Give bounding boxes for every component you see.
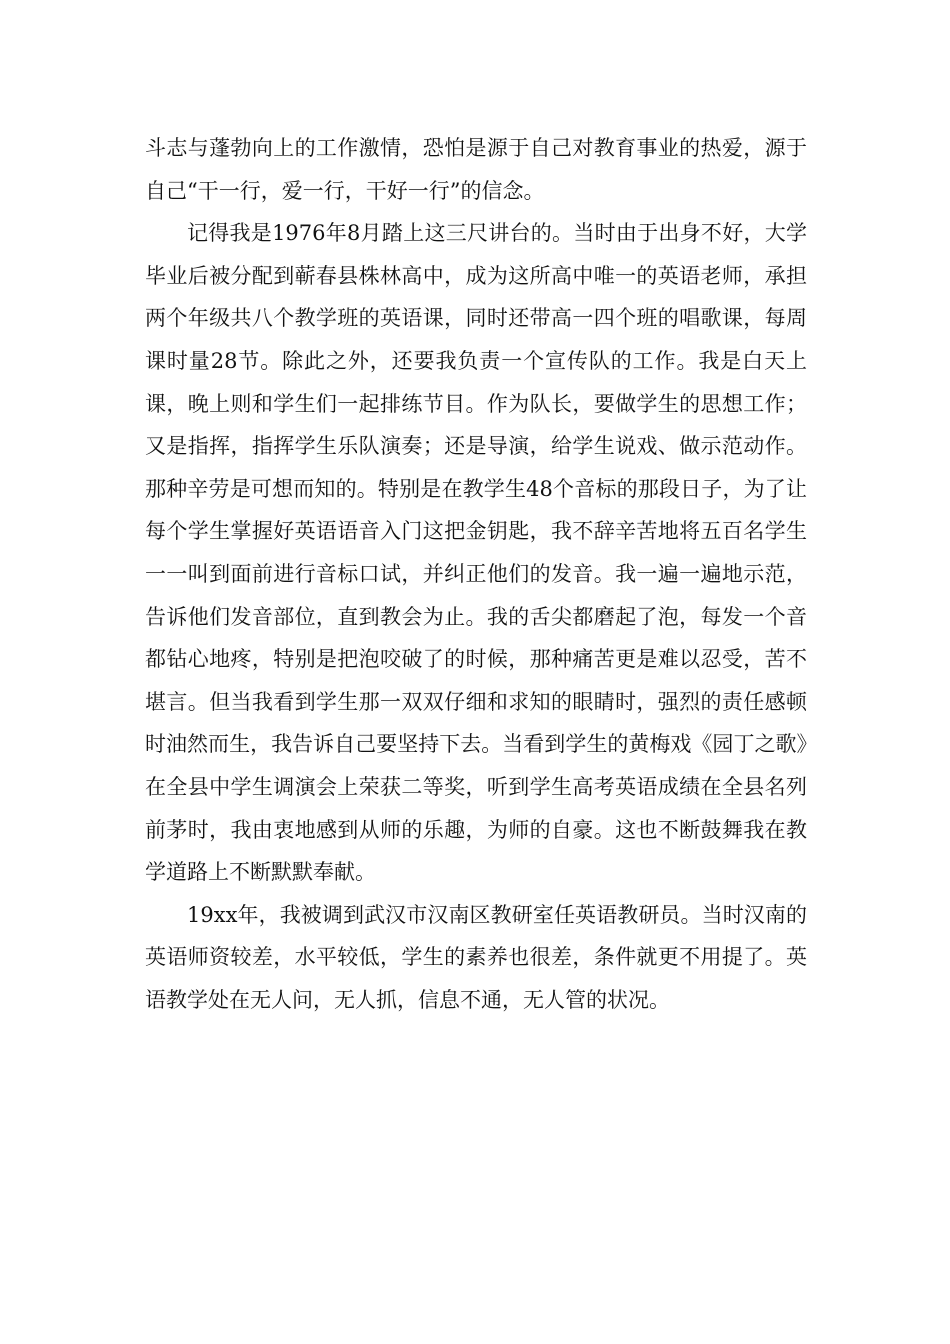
paragraph-2: 记得我是1976年8月踏上这三尺讲台的。当时由于出身不好，大学毕业后被分配到蕲春县株林高中，成为这所高中唯一的英语老师，承担两个年级共八个教学班的英语课，同时还带高一四个班的唱歌课，每周课时量28节。除此之外，还要我负责一个宣传队的工作。我是白天上课，晚上则和学生们一起排练节目。作为队长，要做学生的思想工作；又是指挥，指挥学生乐队演奏；还是导演，给学生说戏、做示范动作。那种辛劳是可想而知的。特别是在教学生48个音标的那段日子，为了让每个学生掌握好英语语音入门这把金钥匙，我不辞辛苦地将五百名学生一一叫到面前进行音标口试，并纠正他们的发音。我一遍一遍地示范，告诉他们发音部位，直到教会为止。我的舌尖都磨起了泡，每发一个音都钻心地疼，特别是把泡咬破了的时候，那种痛苦更是难以忍受，苦不堪言。但当我看到学生那一双双仔细和求知的眼睛时，强烈的责任感顿时油然而生，我告诉自己要坚持下去。当看到学生的黄梅戏《园丁之歌》在全县中学生调演会上荣获二等奖，听到学生高考英语成绩在全县名列前茅时，我由衷地感到从师的乐趣，为师的自豪。这也不断鼓舞我在教学道路上不断默默奉献。 [145, 221, 807, 885]
document-page [145, 127, 807, 1021]
paragraph-3: 19xx年，我被调到武汉市汉南区教研室任英语教研员。当时汉南的英语师资较差，水平较低，学生的素养也很差，条件就更不用提了。英语教学处在无人问，无人抓，信息不通，无人管的状况。 [145, 902, 807, 1012]
paragraph-1: 斗志与蓬勃向上的工作激情，恐怕是源于自己对教育事业的热爱，源于自己“干一行，爱一行，干好一行”的信念。 [145, 136, 807, 203]
